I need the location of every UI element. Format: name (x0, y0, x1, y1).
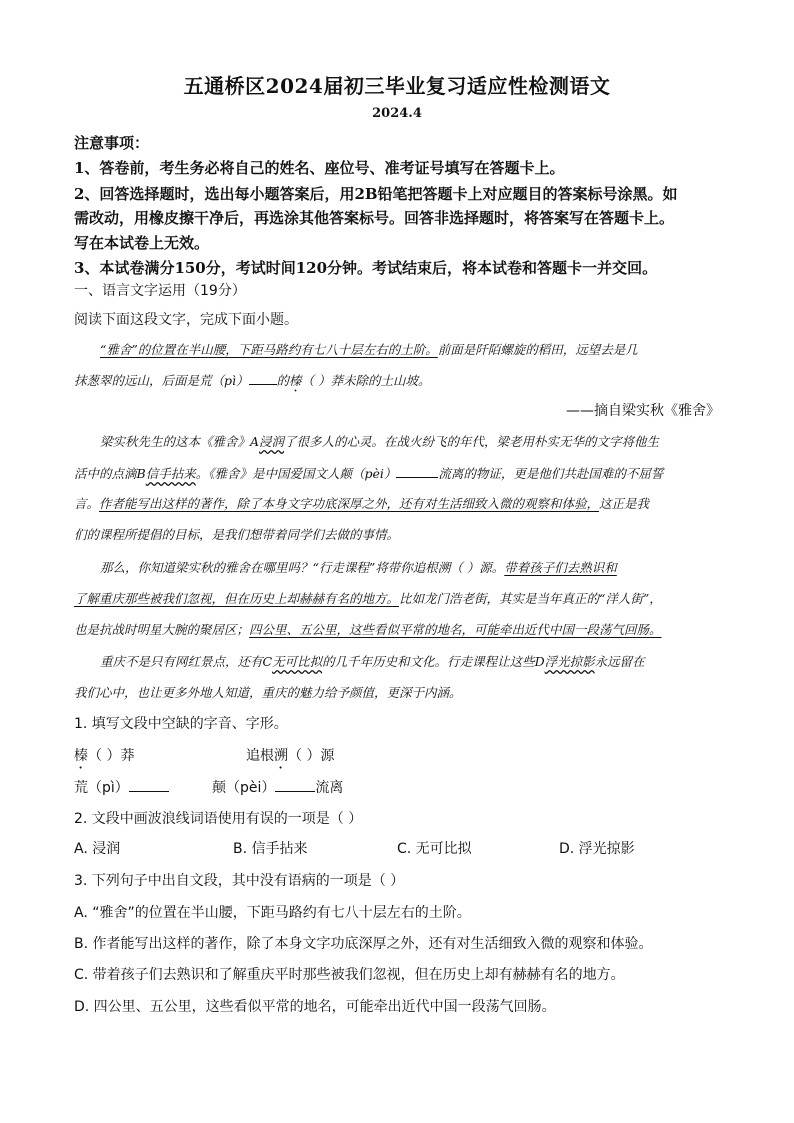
question-1-item (74, 777, 169, 797)
question-2-option-c[interactable]: C. 无可比拟 (397, 841, 472, 857)
note-item-3: 3、本试卷满分150分，考试时间120分钟。考试结束后，将本试卷和答题卡一并交回。 (74, 259, 658, 277)
underlined-sentence: 作者能写出这样的著作，除了本身文字功底深厚之外，还有对生活细致入微的观察和体验， (99, 496, 600, 511)
passage-text: 梁实秋先生的这本《雅舍》A (100, 434, 260, 449)
question-3-option-b[interactable]: B. 作者能写出这样的著作，除了本身文字功底深厚之外，还有对生活细致入微的观察和体验。 (74, 936, 653, 952)
passage-line (100, 432, 659, 450)
question-3-option-d[interactable]: D. 四公里、五公里，这些看似平常的地名，可能牵出近代中国一段荡气回肠。 (74, 999, 556, 1015)
passage-text: 活中的点滴B (74, 466, 146, 481)
note-item-2-line-1: 2、回答选择题时，选出每小题答案后，用2B铅笔把答题卡上对应题目的答案标号涂黑。如 (74, 185, 678, 203)
question-text: （ ）源 (288, 748, 335, 764)
excerpt-line-1 (100, 340, 638, 358)
excerpt-text: 前面是阡陌螺旋的稻田，远望去是几 (437, 342, 638, 357)
excerpt-text: （ ）莽未除的土山坡。 (301, 373, 431, 388)
excerpt-text: 抹葱翠的远山，后面是荒（pì） (74, 373, 249, 388)
question-text: （ ）莽 (88, 748, 135, 764)
passage-line (74, 494, 649, 512)
passage-line: 我们心中，也让更多外地人知道，重庆的魅力给予颜值，更深于内涵。 (74, 685, 462, 700)
note-item-1: 1、答卷前，考生务必将自己的姓名、座位号、准考证号填写在答题卡上。 (74, 159, 565, 177)
wavy-term-d: 浮光掠影 (544, 654, 595, 669)
question-2-option-a[interactable]: A. 浸润 (74, 841, 121, 857)
excerpt-line-2 (74, 370, 431, 395)
passage-line (100, 652, 645, 670)
question-2-option-d[interactable]: D. 浮光掠影 (559, 841, 635, 857)
note-item-2-line-2: 需改动，用橡皮擦干净后，再选涂其他答案标号。回答非选择题时，将答案写在答题卡上。 (74, 209, 675, 227)
note-item-2-line-3: 写在本试卷上无效。 (74, 234, 210, 252)
passage-text: 比如龙门浩老街，其实是当年真正的“洋人街”， (399, 591, 662, 606)
answer-blank[interactable] (275, 777, 315, 792)
underlined-sentence: 了解重庆那些被我们忽视，但在历史上却赫赫有名的地方。 (74, 591, 400, 606)
emphasized-char: 榛 (74, 748, 88, 764)
passage-line (74, 589, 662, 607)
answer-blank[interactable] (129, 777, 169, 792)
question-1-item (212, 777, 343, 797)
wavy-term-b: 信手拈来 (145, 466, 196, 481)
passage-line (74, 620, 662, 638)
passage-text: 那么，你知道梁实秋的雅舍在哪里吗？“行走课程”将带你追根溯（ ）源。 (100, 560, 505, 575)
question-1-item (246, 745, 334, 772)
passage-text: 重庆不是只有网红景点，还有C (100, 654, 273, 669)
emphasized-char: 溯 (274, 748, 288, 764)
question-2-option-b[interactable]: B. 信手拈来 (233, 841, 308, 857)
passage-line: 们的课程所提倡的目标，是我们想带着同学们去做的事情。 (74, 527, 400, 542)
passage-line (74, 463, 663, 482)
passage-line (100, 558, 617, 576)
question-1: 1. 填写文段中空缺的字音、字形。 (74, 716, 288, 732)
excerpt-text: 的 (276, 373, 290, 388)
excerpt-source: ——摘自梁实秋《雅舍》 (566, 403, 720, 419)
question-text: 追根 (246, 748, 274, 764)
section-instruction: 阅读下面这段文字，完成下面小题。 (74, 312, 298, 328)
passage-text: 永远留在 (594, 654, 645, 669)
question-text: 流离 (315, 780, 344, 796)
wavy-term-a: 浸润 (259, 434, 285, 449)
question-2: 2. 文段中画波浪线词语使用有误的一项是（ ） (74, 811, 363, 827)
emphasized-char: 榛 (289, 373, 302, 388)
section-heading: 一、语言文字运用（19分） (74, 283, 246, 299)
passage-text: 的几千年历史和文化。行走课程让这些D (322, 654, 545, 669)
passage-text: 流离的物证，更是他们共赴国难的不屈誓 (438, 466, 664, 481)
excerpt-underlined-sentence: “雅舍”的位置在半山腰，下距马路约有七八十层左右的土阶。 (100, 342, 438, 357)
underlined-sentence: 四公里、五公里，这些看似平常的地名，可能牵出近代中国一段荡气回肠。 (249, 622, 662, 637)
passage-text: 言。 (74, 496, 100, 511)
answer-blank (249, 370, 277, 385)
passage-text: 。《雅舍》是中国爱国文人颠（pèi） (195, 466, 397, 481)
passage-text: 这正是我 (599, 496, 650, 511)
answer-blank (396, 463, 438, 478)
exam-date: 2024.4 (372, 106, 422, 121)
question-text: 荒（pì） (74, 780, 129, 796)
question-1-item (74, 745, 134, 772)
question-text: 颠（pèi） (212, 780, 276, 796)
question-3-option-c[interactable]: C. 带着孩子们去熟识和了解重庆平时那些被我们忽视，但在历史上却有赫赫有名的地方。 (74, 967, 625, 983)
notes-heading: 注意事项： (74, 134, 150, 152)
question-3: 3. 下列句子中出自文段，其中没有语病的一项是（ ） (74, 873, 405, 889)
underlined-sentence: 带着孩子们去熟识和 (504, 560, 617, 575)
question-3-option-a[interactable]: A. “雅舍”的位置在半山腰，下距马路约有七八十层左右的土阶。 (74, 905, 471, 921)
passage-text: 了很多人的心灵。在战火纷飞的年代，梁老用朴实无华的文字将他生 (284, 434, 660, 449)
exam-title: 五通桥区2024届初三毕业复习适应性检测语文 (183, 74, 611, 98)
passage-text: 也是抗战时明星大腕的聚居区； (74, 622, 250, 637)
wavy-term-c: 无可比拟 (272, 654, 323, 669)
